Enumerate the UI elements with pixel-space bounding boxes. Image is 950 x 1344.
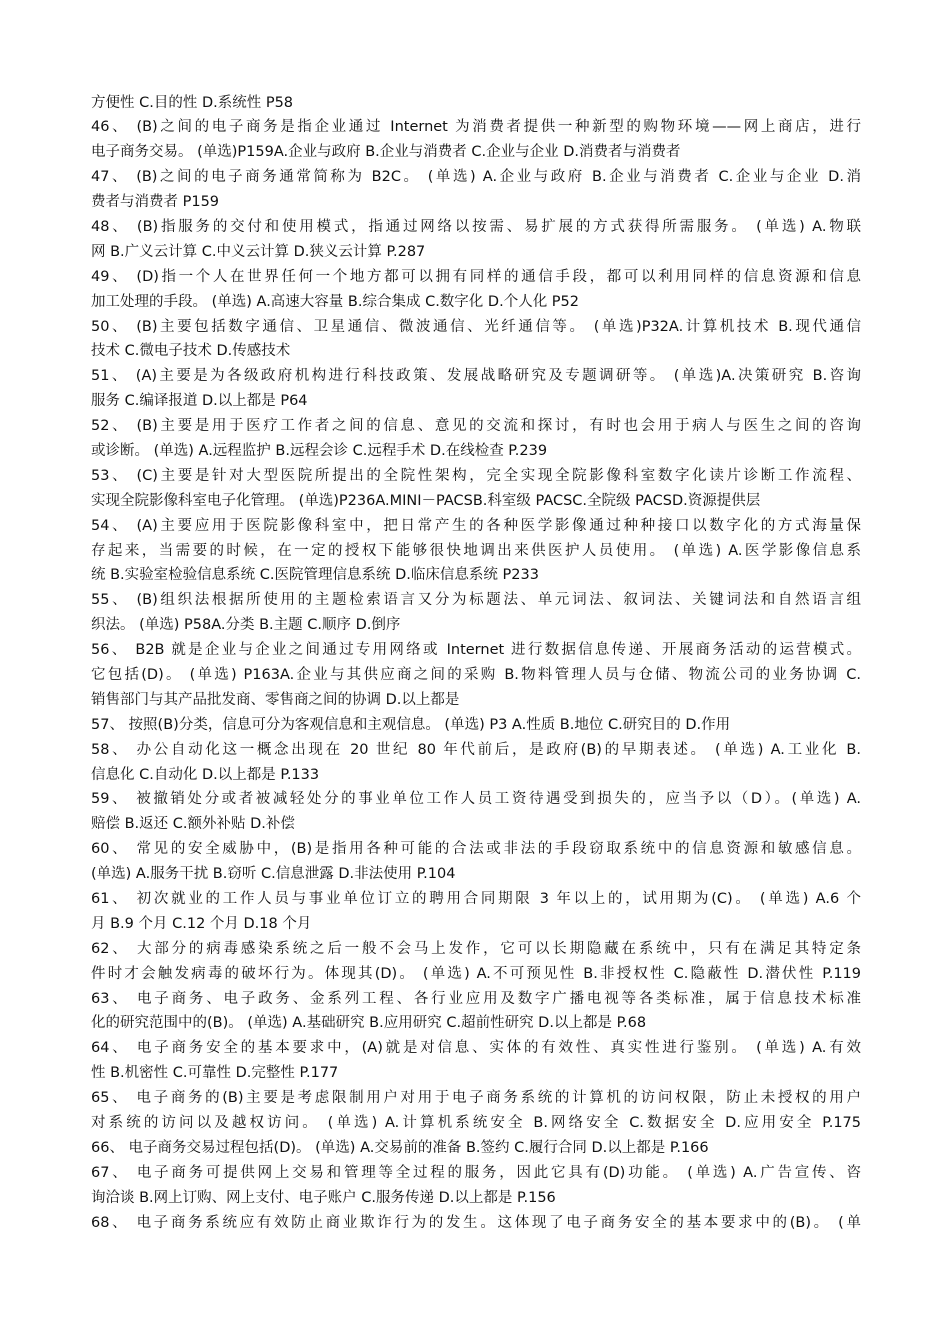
text-line: 57、 按照(B)分类，信息可分为客观信息和主观信息。 (单选) P3 A.性质 B.地位 C.研究目的 D.作用 [91, 716, 731, 733]
text-line: 51、 (A)主要是为各级政府机构进行科技政策、发展战略研究及专题调研等。 (单选)A.决策研究 B.咨询 [91, 368, 861, 385]
text-line: 它包括(D)。 (单选) P163A.企业与其供应商之间的采购 B.物料管理人员与仓储、物流公司的业务协调 C. [91, 666, 861, 683]
text-line: 实现全院影像科室电子化管理。 (单选)P236A.MINI－PACSB.科室级 PACSC.全院级 PACSD.资源提供层 [91, 492, 761, 509]
text-line: 63、 电子商务、电子政务、金系列工程、各行业应用及数字广播电视等各类标准，属于信息技术标准 [91, 990, 861, 1007]
text-line: 48、 (B)指服务的交付和使用模式，指通过网络以按需、易扩展的方式获得所需服务。 (单选) A.物联 [91, 218, 861, 235]
text-line: 49、 (D)指一个人在世界任何一个地方都可以拥有同样的通信手段，都可以利用同样的信息资源和信息 [91, 268, 861, 285]
text-line: 赔偿 B.返还 C.额外补贴 D.补偿 [91, 816, 295, 833]
text-line: 59、 被撤销处分或者被减轻处分的事业单位工作人员工资待遇受到损失的，应当予以（D）。(单选) A. [91, 791, 861, 808]
text-line: 存起来，当需要的时候，在一定的授权下能够很快地调出来供医护人员使用。 (单选) A.医学影像信息系 [91, 542, 861, 559]
text-line: 询洽谈 B.网上订购、网上支付、电子账户 C.服务传递 D.以上都是 P.156 [91, 1189, 556, 1206]
text-line: 50、 (B)主要包括数字通信、卫星通信、微波通信、光纤通信等。 (单选)P32A.计算机技术 B.现代通信 [91, 318, 861, 335]
text-line: 销售部门与其产品批发商、零售商之间的协调 D.以上都是 [91, 691, 460, 708]
text-line: 件时才会触发病毒的破坏行为。体现其(D)。 (单选) A.不可预见性 B.非授权性 C.隐蔽性 D.潜伏性 P.119 [91, 965, 861, 982]
text-line: 66、 电子商务交易过程包括(D)。 (单选) A.交易前的准备 B.签约 C.履行合同 D.以上都是 P.166 [91, 1139, 709, 1156]
text-line: 67、 电子商务可提供网上交易和管理等全过程的服务，因此它具有(D)功能。 (单选) A.广告宣传、咨 [91, 1164, 861, 1181]
text-line: 对系统的访问以及越权访问。 (单选) A.计算机系统安全 B.网络安全 C.数据安全 D.应用安全 P.175 [91, 1115, 861, 1132]
text-line: 61、 初次就业的工作人员与事业单位订立的聘用合同期限 3 年以上的，试用期为(C)。 (单选) A.6 个 [91, 891, 861, 907]
text-line: 费者与消费者 P159 [91, 194, 220, 211]
text-line: 65、 电子商务的(B)主要是考虑限制用户对用于电子商务系统的计算机的访问权限，防止未授权的用户 [91, 1090, 861, 1107]
text-line: 64、 电子商务安全的基本要求中，(A)就是对信息、实体的有效性、真实性进行鉴别。 (单选) A.有效 [91, 1040, 861, 1057]
text-line: 58、 办公自动化这一概念出现在 20 世纪 80 年代前后，是政府(B)的早期表述。 (单选) A.工业化 B. [91, 741, 861, 758]
text-line: 62、 大部分的病毒感染系统之后一般不会马上发作，它可以长期隐藏在系统中，只有在满足其特定条 [91, 940, 861, 957]
text-line: 信息化 C.自动化 D.以上都是 P.133 [91, 766, 320, 783]
text-line: (单选) A.服务干扰 B.窃听 C.信息泄露 D.非法使用 P.104 [91, 866, 456, 883]
text-line: 52、 (B)主要是用于医疗工作者之间的信息、意见的交流和探讨，有时也会用于病人与医生之间的咨询 [91, 418, 861, 435]
text-line: 化的研究范围中的(B)。 (单选) A.基础研究 B.应用研究 C.超前性研究 D.以上都是 P.68 [91, 1015, 647, 1032]
text-line: 53、 (C)主要是针对大型医院所提出的全院性架构，完全实现全院影像科室数字化读片诊断工作流程、 [91, 467, 861, 484]
text-line: 网 B.广义云计算 C.中义云计算 D.狭义云计算 P.287 [91, 243, 426, 260]
text-line: 方便性 C.目的性 D.系统性 P58 [91, 94, 294, 111]
text-line: 56、 B2B 就是企业与企业之间通过专用网络或 Internet 进行数据信息传递、开展商务活动的运营模式。 [91, 642, 861, 659]
text-line: 月 B.9 个月 C.12 个月 D.18 个月 [91, 915, 312, 932]
text-line: 或诊断。 (单选) A.远程监护 B.远程会诊 C.远程手术 D.在线检查 P.239 [91, 442, 548, 459]
text-line: 电子商务交易。 (单选)P159A.企业与政府 B.企业与消费者 C.企业与企业 D.消费者与消费者 [91, 144, 681, 161]
question-list [91, 91, 861, 1236]
text-line: 68、 电子商务系统应有效防止商业欺诈行为的发生。这体现了电子商务安全的基本要求中的(B)。 (单 [91, 1214, 861, 1231]
text-line: 加工处理的手段。 (单选) A.高速大容量 B.综合集成 C.数字化 D.个人化 P52 [91, 293, 579, 310]
text-line: 服务 C.编译报道 D.以上都是 P64 [91, 393, 308, 410]
text-line: 技术 C.微电子技术 D.传感技术 [91, 343, 291, 360]
text-line: 统 B.实验室检验信息系统 C.医院管理信息系统 D.临床信息系统 P233 [91, 567, 539, 584]
text-line: 60、 常见的安全威胁中，(B)是指用各种可能的合法或非法的手段窃取系统中的信息资源和敏感信息。 [91, 841, 861, 858]
text-line: 织法。 (单选) P58A.分类 B.主题 C.顺序 D.倒序 [91, 617, 401, 634]
text-line: 47、 (B)之间的电子商务通常简称为 B2C。 (单选) A.企业与政府 B.企业与消费者 C.企业与企业 D.消 [91, 169, 861, 186]
text-line: 46、 (B)之间的电子商务是指企业通过 Internet 为消费者提供一种新型的购物环境——网上商店，进行 [91, 119, 861, 136]
text-line: 54、 (A)主要应用于医院影像科室中，把日常产生的各种医学影像通过种种接口以数字化的方式海量保 [91, 517, 861, 534]
text-line: 55、 (B)组织法根据所使用的主题检索语言又分为标题法、单元词法、叙词法、关键词法和自然语言组 [91, 592, 861, 609]
text-line: 性 B.机密性 C.可靠性 D.完整性 P.177 [91, 1065, 339, 1082]
